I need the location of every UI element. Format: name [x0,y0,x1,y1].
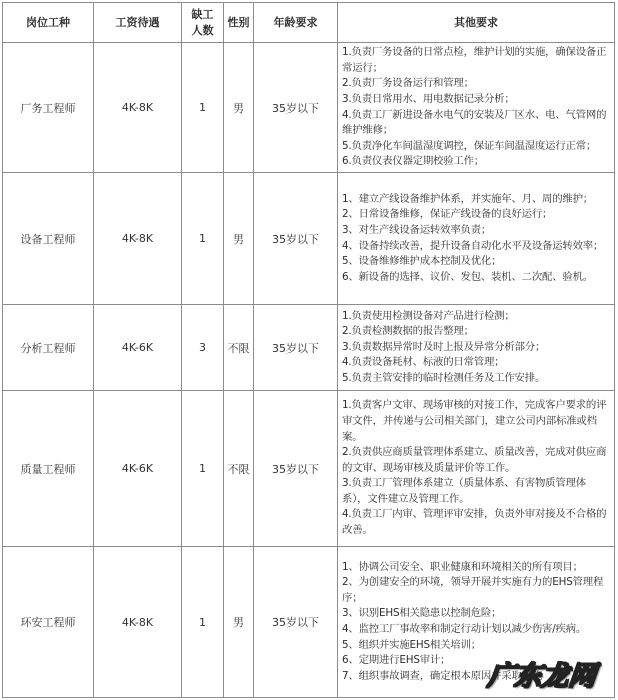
cell-age: 35岁以下 [254,43,338,173]
requirement-item: 1.负责客户文审、现场审核的对接工作，完成客户要求的评审文件，并传递与公司相关部门，建立公司内部标准或档案。 [342,399,607,443]
requirement-item: 5.负责净化车间温湿度调控，保证车间温湿度运行正常； [342,139,597,152]
requirement-item: 5、组织并实施EHS相关培训； [342,638,481,651]
requirement-item: 6、新设备的选择、议价、发包、装机、二次配、验机。 [342,270,593,283]
requirement-item: 7、组织事故调查，确定根本原因并采取措施 [342,669,543,682]
cell-other-requirements [338,173,615,305]
cell-position: 设备工程师 [3,173,94,305]
cell-position: 环安工程师 [3,547,94,698]
requirement-item: 4.负责工厂新进设备水电气的安装及厂区水、电、气管网的维护维修； [342,108,607,137]
cell-salary: 4K-8K [94,547,182,698]
requirement-item: 1.负责厂务设备的日常点检，维护计划的实施，确保设备正常运行； [342,46,607,74]
table-row [3,43,615,173]
header-position: 岗位工种 [3,3,94,43]
cell-vacancies: 1 [182,43,224,173]
header-vacancies-line1: 缺工 [191,7,214,21]
cell-salary: 4K-8K [94,173,182,305]
cell-vacancies: 3 [182,305,224,391]
cell-position: 质量工程师 [3,391,94,547]
requirement-item: 5.负责主管安排的临时检测任务及工作安排。 [342,371,546,384]
cell-age: 35岁以下 [254,173,338,305]
cell-gender: 男 [224,547,254,698]
header-salary: 工资待遇 [94,3,182,43]
header-other: 其他要求 [338,3,615,43]
site-watermark-logo: 广东龙网 [486,661,598,692]
requirement-item: 3、识别EHS相关隐患以控制危险； [342,607,502,620]
cell-other-requirements [338,305,615,391]
requirement-item: 5、设备维修维护成本控制及优化； [342,255,502,268]
requirement-item: 6、定期进行EHS审计； [342,654,451,667]
requirement-item: 4、设备持续改善，提升设备自动化水平及设备运转效率； [342,239,604,252]
requirement-item: 2、为创建安全的环境，领导开展并实施有力的EHS管理程序； [342,576,604,604]
cell-other-requirements [338,391,615,547]
requirement-item: 2.负责检测数据的报告整理； [342,325,474,338]
cell-gender: 男 [224,173,254,305]
requirement-item: 2、日常设备维修，保证产线设备的良好运行； [342,208,553,221]
requirement-item: 3、对生产线设备运转效率负责； [342,223,492,236]
cell-vacancies: 1 [182,391,224,547]
table-row [3,547,615,698]
header-vacancies [182,3,224,43]
cell-age: 35岁以下 [254,391,338,547]
cell-vacancies: 1 [182,547,224,698]
cell-salary: 4K-8K [94,43,182,173]
cell-salary: 4K-6K [94,305,182,391]
cell-vacancies: 1 [182,173,224,305]
cell-age: 35岁以下 [254,547,338,698]
cell-salary: 4K-6K [94,391,182,547]
header-gender: 性别 [224,3,254,43]
cell-gender: 男 [224,43,254,173]
requirement-item: 2.负责供应商质量管理体系建立、质量改善，完成对供应商的文审、现场审核及质量评价等工作。 [342,446,607,474]
cell-age: 35岁以下 [254,305,338,391]
requirement-item: 6.负责仪表仪器定期校验工作； [342,155,484,168]
cell-position: 分析工程师 [3,305,94,391]
requirement-item: 1、建立产线设备维护体系，并实施年、月、周的维护； [342,192,593,205]
header-vacancies-line2: 人数 [191,23,214,37]
requirement-item: 3.负责数据异常时及时上报及异常分析部分； [342,340,546,353]
requirement-item: 4、监控工厂事故率和制定行动计划以减少伤害/疾病。 [342,623,587,635]
job-requirements-table [2,2,615,698]
requirement-item: 3.负责日常用水、用电数据记录分析； [342,92,515,105]
header-age: 年龄要求 [254,3,338,43]
cell-position: 厂务工程师 [3,43,94,173]
table-row [3,391,615,547]
cell-other-requirements [338,547,615,698]
table-row [3,173,615,305]
requirement-item: 3.负责工厂管理体系建立（质量体系、有害物质管理体系），文件建立及管理工作。 [342,477,586,505]
cell-other-requirements [338,43,615,173]
requirement-item: 1.负责使用检测设备对产品进行检测； [342,309,515,322]
table-row [3,305,615,391]
requirement-item: 1、协调公司安全、职业健康和环境相关的所有项目； [342,560,583,573]
requirement-item: 2.负责厂务设备运行和管理； [342,77,474,90]
cell-gender: 不限 [224,305,254,391]
requirement-item: 4.负责设备耗材、标液的日常管理； [342,356,505,369]
table-header-row [3,3,615,43]
cell-gender: 不限 [224,391,254,547]
requirement-item: 4.负责工厂内审、管理评审安排，负责外审对接及不合格的改善。 [342,508,607,537]
